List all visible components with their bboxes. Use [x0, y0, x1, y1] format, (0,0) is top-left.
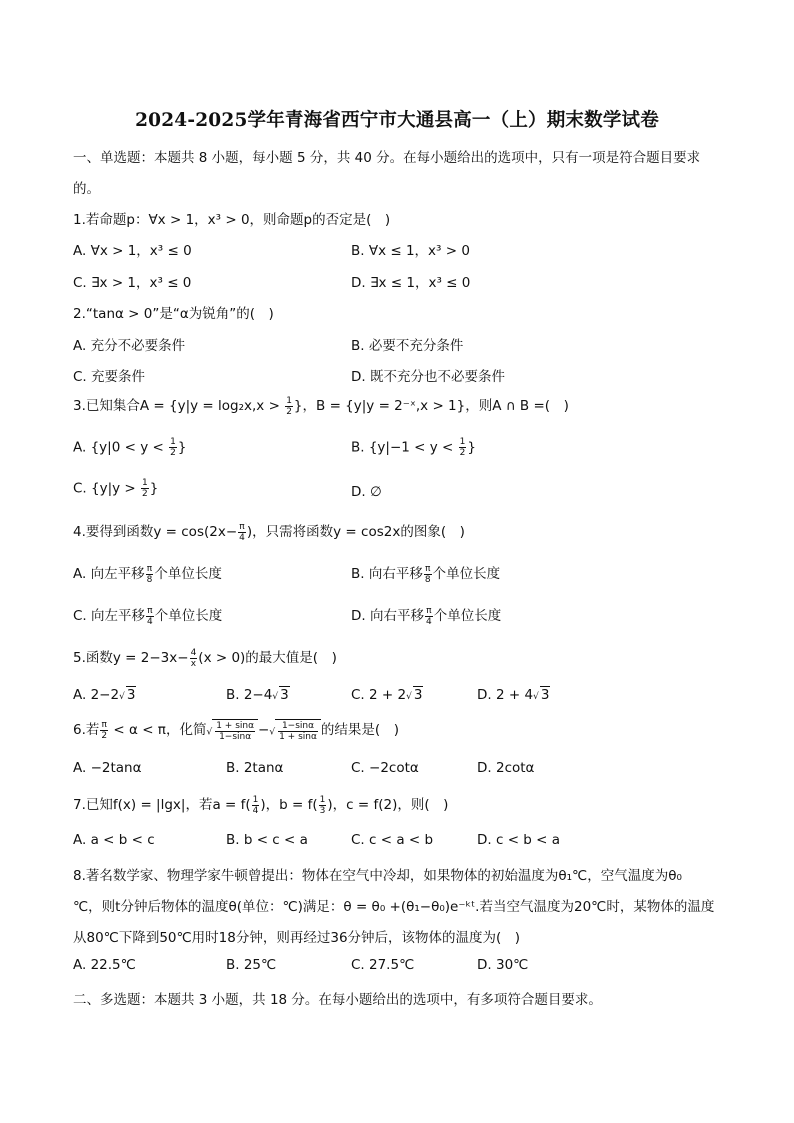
question-4-option-d [351, 604, 501, 627]
question-8-stem-line2: ℃，则t分钟后物体的温度θ(单位：℃)满足：θ = θ₀ +(θ₁−θ₀)e⁻ᵏᵗ.若当空气温度为20℃时，某物体的温度 [73, 899, 715, 915]
radical-sign: √ [272, 692, 279, 702]
radical-sign: √ [119, 692, 125, 702]
option-a-text: A. {y|0 < y < [73, 439, 169, 456]
fraction-denominator: 2 [286, 406, 292, 417]
fraction-one-third [319, 795, 327, 816]
fraction-pi-over-4 [238, 522, 246, 543]
fraction-denominator: 1−sinα [219, 731, 252, 742]
fraction-denominator: 8 [424, 574, 431, 585]
closing-brace: } [149, 480, 159, 497]
question-2-stem: 2.“tanα > 0”是“α为锐角”的( ) [73, 306, 274, 322]
fraction-one-half [141, 478, 149, 499]
fraction-numerator: 4 [190, 647, 197, 658]
question-3-option-c [73, 478, 158, 499]
question-8-stem-line1: 8.著名数学家、物理学家牛顿曾提出：物体在空气中冷却，如果物体的初始温度为θ₁℃，空气温度为θ₀ [73, 868, 682, 884]
question-5-option-a [73, 686, 136, 703]
fraction-numerator: π [426, 605, 432, 616]
fraction-numerator: 1 [286, 395, 292, 406]
question-5-stem-part2: (x > 0)的最大值是( ) [198, 650, 337, 666]
fraction-numerator: π [147, 605, 153, 616]
option-unit-text: 个单位长度 [154, 608, 223, 624]
question-5-stem [73, 646, 337, 669]
radicand: 3 [540, 687, 550, 703]
question-6-option-d: D. 2cotα [477, 760, 535, 776]
question-2-option-b: B. 必要不充分条件 [351, 338, 464, 354]
question-6-option-c: C. −2cotα [351, 760, 419, 776]
option-b-text: B. 2−4 [226, 687, 273, 703]
fraction-denominator: 2 [101, 730, 108, 741]
exam-title: 2024-2025学年青海省西宁市大通县高一（上）期末数学试卷 [135, 110, 659, 131]
radicand: 3 [126, 687, 136, 703]
question-4-stem-part2: )，只需将函数y = cos2x的图象( ) [246, 524, 465, 540]
question-4-option-a [73, 562, 222, 585]
fraction-denominator: 4 [147, 616, 153, 627]
question-7-option-a: A. a < b < c [73, 832, 155, 848]
question-6-option-b: B. 2tanα [226, 760, 284, 776]
radical-sign: √ [533, 692, 539, 702]
fraction-pi-over-4 [425, 606, 433, 627]
fraction-denominator: 4 [425, 616, 432, 627]
section-1-heading-cont: 的。 [73, 181, 100, 197]
question-8-option-c: C. 27.5℃ [351, 957, 415, 973]
option-a-text: A. 向左平移 [73, 566, 145, 582]
fraction-one-half [169, 437, 177, 458]
question-5-option-b [226, 686, 290, 703]
fraction-numerator: π [425, 563, 431, 574]
fraction-denominator: 1 + sinα [279, 731, 317, 742]
option-unit-text: 个单位长度 [432, 566, 501, 582]
question-1-option-d: D. ∃x ≤ 1，x³ ≤ 0 [351, 275, 471, 291]
radical-sign: √ [269, 727, 276, 737]
section-2-heading: 二、多选题：本题共 3 小题，共 18 分。在每小题给出的选项中，有多项符合题目要求。 [73, 992, 602, 1008]
question-8-option-d: D. 30℃ [477, 957, 529, 973]
fraction-denominator: x [190, 658, 197, 669]
fraction-denominator: 2 [142, 489, 148, 499]
option-c-text: C. 向左平移 [73, 608, 146, 624]
question-7-stem-part1: 7.已知f(x) = |lgx|，若a = f( [73, 797, 251, 813]
sqrt-fraction-1 [215, 721, 255, 742]
option-c-text: C. 2 + 2 [351, 687, 407, 703]
fraction-denominator: 2 [170, 448, 176, 458]
fraction-numerator: 1−sinα [278, 721, 318, 732]
question-4-stem-part1: 4.要得到函数y = cos(2x− [73, 524, 238, 540]
fraction-denominator: 3 [319, 805, 326, 816]
question-7-option-b: B. b < c < a [226, 832, 308, 848]
question-7-option-c: C. c < a < b [351, 832, 434, 848]
question-2-option-a: A. 充分不必要条件 [73, 338, 186, 354]
question-3-stem [73, 394, 569, 417]
fraction-numerator: 1 [252, 794, 259, 805]
fraction-numerator: π [101, 719, 107, 730]
option-d-text: D. 向右平移 [351, 608, 424, 624]
question-6-stem-part2: < α < π，化简 [109, 722, 207, 738]
minus-sign: − [258, 722, 270, 738]
option-b-text: B. 向右平移 [351, 566, 423, 582]
question-2-option-c: C. 充要条件 [73, 369, 146, 385]
question-1-stem: 1.若命题p：∀x > 1，x³ > 0，则命题p的否定是( ) [73, 212, 391, 228]
question-5-option-c [351, 686, 423, 703]
radicand: 3 [413, 687, 423, 703]
question-7-stem [73, 793, 448, 816]
fraction-numerator: 1 + sinα [216, 720, 255, 731]
question-2-option-d: D. 既不充分也不必要条件 [351, 369, 505, 385]
question-1-option-b: B. ∀x ≤ 1，x³ > 0 [351, 243, 470, 259]
closing-brace: } [467, 439, 476, 456]
fraction-denominator: 4 [252, 805, 259, 816]
sqrt-expression-2 [269, 719, 321, 742]
fraction-4-over-x [190, 648, 198, 669]
section-1-heading: 一、单选题：本题共 8 小题，每小题 5 分，共 40 分。在每小题给出的选项中，只有一项是符合题目要求 [73, 150, 701, 166]
fraction-numerator: 1 [142, 478, 148, 488]
option-a-text: A. 2−2 [73, 687, 120, 703]
question-6-option-a: A. −2tanα [73, 760, 142, 776]
fraction-one-half [285, 396, 293, 417]
fraction-one-quarter [252, 795, 260, 816]
question-1-option-c: C. ∃x > 1，x³ ≤ 0 [73, 275, 192, 291]
question-1-option-a: A. ∀x > 1，x³ ≤ 0 [73, 243, 192, 259]
question-3-stem-part1: 3.已知集合A = {y|y = log₂x,x > [73, 398, 285, 414]
question-4-stem [73, 520, 465, 543]
question-3-option-b [351, 437, 476, 458]
sqrt-expression-1 [206, 719, 258, 742]
option-unit-text: 个单位长度 [154, 566, 222, 582]
question-6-stem [73, 718, 399, 742]
fraction-pi-over-2 [100, 720, 108, 741]
question-4-option-b [351, 562, 500, 585]
option-c-text: C. {y|y > [73, 480, 141, 497]
sqrt-fraction-2 [278, 721, 318, 742]
question-3-stem-part2: }，B = {y|y = 2⁻ˣ,x > 1}，则A ∩ B =( ) [293, 398, 569, 414]
question-7-stem-part3: )，c = f(2)，则( ) [327, 797, 449, 813]
question-8-option-b: B. 25℃ [226, 957, 277, 973]
fraction-numerator: 1 [319, 794, 326, 805]
fraction-pi-over-8 [146, 564, 154, 585]
fraction-pi-over-4 [146, 606, 154, 627]
question-6-stem-part1: 6.若 [73, 722, 100, 738]
fraction-numerator: 1 [459, 437, 466, 447]
fraction-numerator: π [239, 521, 245, 532]
closing-brace: } [177, 439, 187, 456]
fraction-denominator: 2 [459, 448, 466, 458]
fraction-one-half [459, 437, 467, 458]
option-unit-text: 个单位长度 [433, 608, 502, 624]
question-4-option-c [73, 604, 222, 627]
question-3-option-a [73, 437, 186, 458]
question-7-option-d: D. c < b < a [477, 832, 561, 848]
radical-sign: √ [406, 692, 412, 702]
radical-sign: √ [206, 727, 213, 737]
fraction-denominator: 8 [146, 574, 153, 585]
question-5-option-d [477, 686, 550, 703]
question-8-stem-line3: 从80℃下降到50℃用时18分钟，则再经过36分钟后，该物体的温度为( ) [73, 930, 521, 946]
fraction-denominator: 4 [239, 532, 245, 543]
question-7-stem-part2: )，b = f( [260, 797, 318, 813]
question-8-option-a: A. 22.5℃ [73, 957, 136, 973]
fraction-numerator: 1 [170, 437, 176, 447]
question-6-stem-part3: 的结果是( ) [320, 722, 399, 738]
option-b-text: B. {y|−1 < y < [351, 439, 458, 456]
option-d-text: D. 2 + 4 [477, 687, 534, 703]
question-3-option-d: D. ∅ [351, 484, 382, 500]
radicand: 3 [280, 687, 289, 703]
question-5-stem-part1: 5.函数y = 2−3x− [73, 650, 189, 666]
fraction-pi-over-8 [424, 564, 432, 585]
fraction-numerator: π [146, 563, 153, 574]
